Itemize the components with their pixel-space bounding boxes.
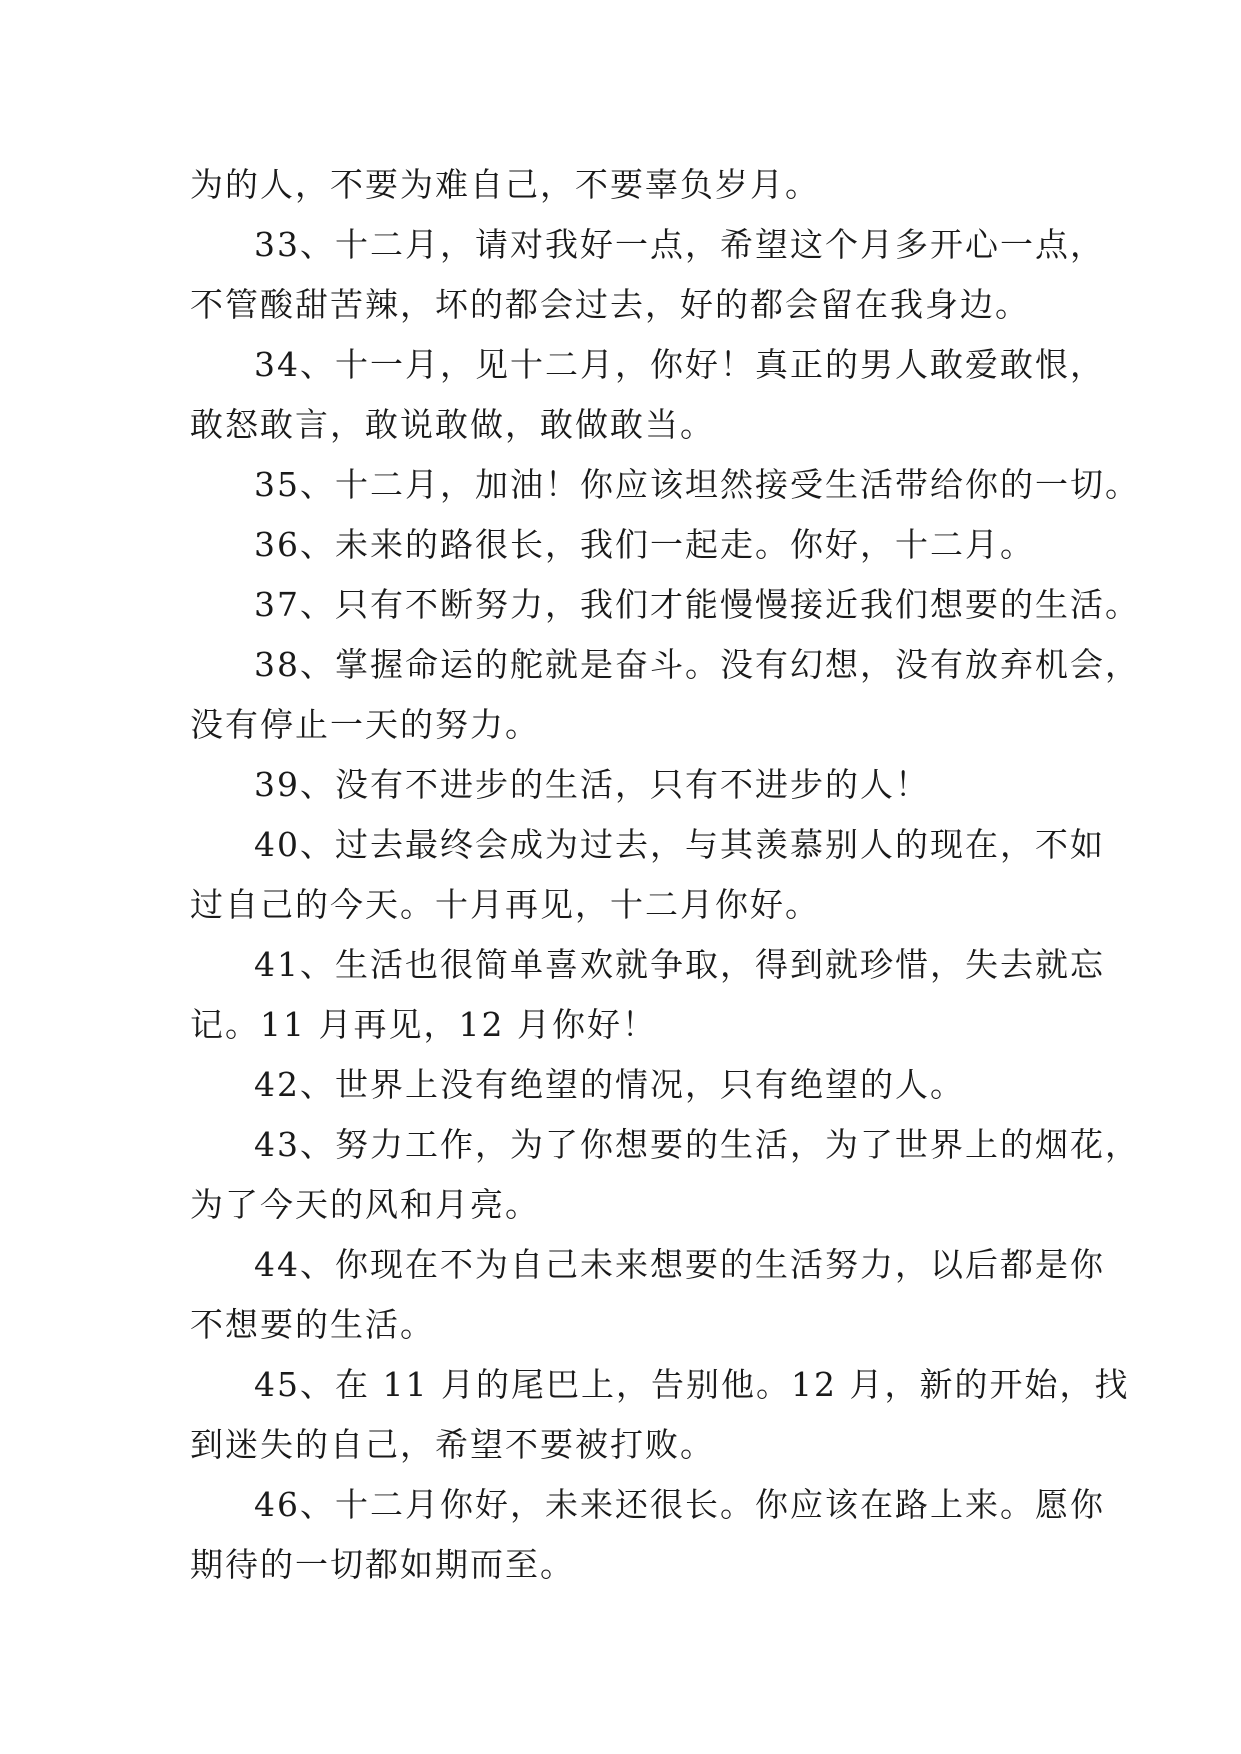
text-line: 为的人，不要为难自己，不要辜负岁月。 — [190, 165, 820, 204]
text-line: 36、未来的路很长，我们一起走。你好，十二月。 — [254, 525, 1035, 564]
text-line: 过自己的今天。十月再见，十二月你好。 — [190, 885, 820, 924]
text-line: 为了今天的风和月亮。 — [190, 1185, 540, 1224]
text-line: 45、在 11 月的尾巴上，告别他。12 月，新的开始，找 — [254, 1365, 1130, 1404]
text-line: 37、只有不断努力，我们才能慢慢接近我们想要的生活。 — [254, 585, 1140, 624]
document-body — [190, 155, 1140, 1595]
text-line: 35、十二月，加油！你应该坦然接受生活带给你的一切。 — [254, 465, 1140, 504]
text-line: 46、十二月你好，未来还很长。你应该在路上来。愿你 — [254, 1485, 1105, 1524]
text-line: 不管酸甜苦辣，坏的都会过去，好的都会留在我身边。 — [190, 285, 1030, 324]
text-line: 44、你现在不为自己未来想要的生活努力，以后都是你 — [254, 1245, 1105, 1284]
text-line: 41、生活也很简单喜欢就争取，得到就珍惜，失去就忘 — [254, 945, 1105, 984]
text-line: 记。11 月再见，12 月你好！ — [190, 1005, 657, 1044]
text-line: 不想要的生活。 — [190, 1305, 435, 1344]
text-line: 38、掌握命运的舵就是奋斗。没有幻想，没有放弃机会， — [254, 645, 1140, 684]
text-line: 42、世界上没有绝望的情况，只有绝望的人。 — [254, 1065, 965, 1104]
text-line: 没有停止一天的努力。 — [190, 705, 540, 744]
text-line: 43、努力工作，为了你想要的生活，为了世界上的烟花， — [254, 1125, 1140, 1164]
text-line: 33、十二月，请对我好一点，希望这个月多开心一点， — [254, 225, 1105, 264]
text-line: 39、没有不进步的生活，只有不进步的人！ — [254, 765, 930, 804]
text-line: 期待的一切都如期而至。 — [190, 1545, 575, 1584]
text-line: 34、十一月，见十二月，你好！真正的男人敢爱敢恨， — [254, 345, 1105, 384]
text-line: 敢怒敢言，敢说敢做，敢做敢当。 — [190, 405, 715, 444]
text-line: 到迷失的自己，希望不要被打败。 — [190, 1425, 715, 1464]
text-line: 40、过去最终会成为过去，与其羡慕别人的现在，不如 — [254, 825, 1105, 864]
